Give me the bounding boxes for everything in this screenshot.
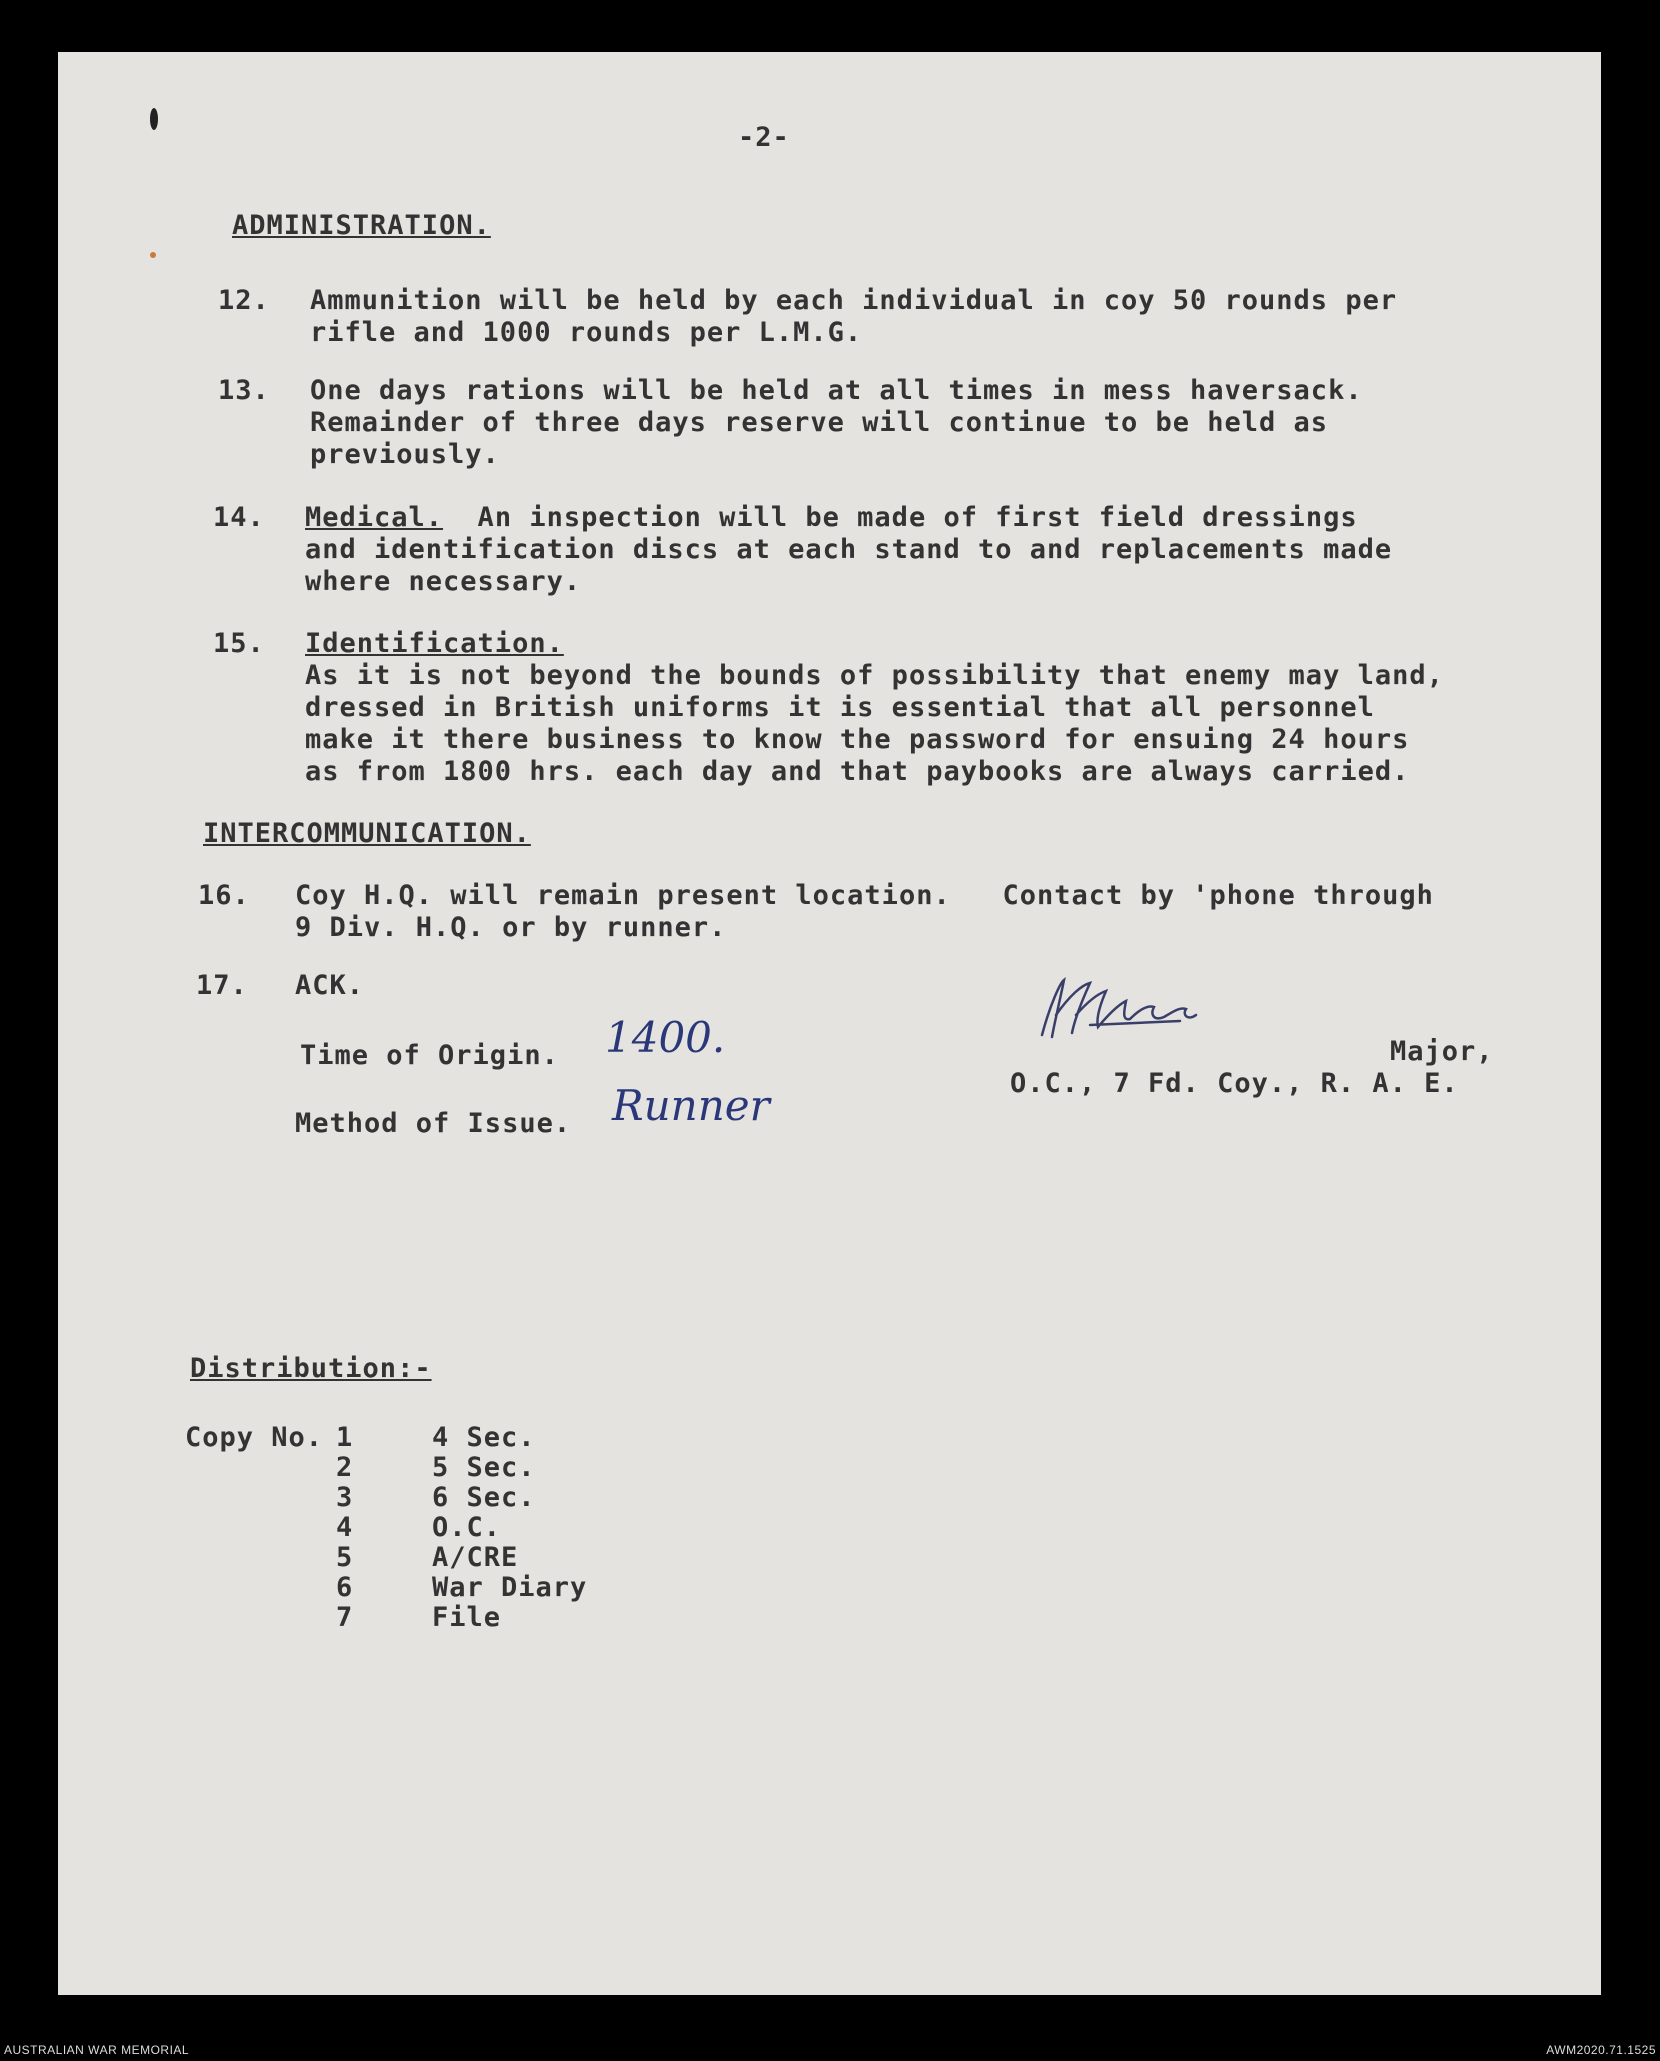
item-16-line-1: Coy H.Q. will remain present location. Contact by 'phone through — [295, 880, 1434, 911]
copy-number: 3 — [336, 1482, 354, 1513]
copy-number: 4 — [336, 1512, 354, 1543]
copy-recipient: War Diary — [432, 1572, 588, 1603]
copy-recipient: File — [432, 1602, 502, 1633]
item-12-line-2: rifle and 1000 rounds per L.M.G. — [310, 317, 863, 348]
time-of-origin-value: 1400. — [605, 1013, 726, 1062]
item-15-number: 15. — [213, 628, 265, 659]
time-of-origin-label: Time of Origin. — [300, 1040, 559, 1071]
item-15-heading: Identification. — [305, 628, 564, 659]
ink-mark — [150, 108, 158, 130]
copy-recipient: 4 Sec. — [432, 1422, 536, 1453]
item-14-heading: Medical. — [305, 502, 444, 533]
item-15-line-4: as from 1800 hrs. each day and that paybooks are always carried. — [305, 756, 1410, 787]
item-14-line-1: An inspection will be made of first field dressings — [443, 502, 1358, 533]
copy-number: 7 — [336, 1602, 354, 1633]
copy-recipient: 5 Sec. — [432, 1452, 536, 1483]
item-16-line-2: 9 Div. H.Q. or by runner. — [295, 912, 727, 943]
item-14-line-2: and identification discs at each stand to and replacements made — [305, 534, 1393, 565]
signatory-rank: Major, — [1390, 1036, 1494, 1067]
item-14-number: 14. — [213, 502, 265, 533]
item-13-line-2: Remainder of three days reserve will continue to be held as — [310, 407, 1329, 438]
item-15-line-3: make it there business to know the password for ensuing 24 hours — [305, 724, 1410, 755]
copy-number: 5 — [336, 1542, 354, 1573]
item-12-number: 12. — [218, 285, 270, 316]
administration-heading: ADMINISTRATION. — [232, 210, 491, 241]
item-15-line-1: As it is not beyond the bounds of possibility that enemy may land, — [305, 660, 1444, 691]
rust-spot — [150, 252, 156, 258]
copy-recipient: A/CRE — [432, 1542, 519, 1573]
copy-recipient: O.C. — [432, 1512, 502, 1543]
copy-number: 6 — [336, 1572, 354, 1603]
copy-no-label: Copy No. — [185, 1422, 324, 1453]
copy-recipient: 6 Sec. — [432, 1482, 536, 1513]
item-16-number: 16. — [198, 880, 250, 911]
copy-number: 1 — [336, 1422, 354, 1453]
footer-accession-number: AWM2020.71.1525 — [1546, 2043, 1656, 2057]
page-number: -2- — [738, 122, 790, 153]
item-13-line-1: One days rations will be held at all times in mess haversack. — [310, 375, 1363, 406]
distribution-heading: Distribution:- — [190, 1353, 432, 1384]
footer-credit: AUSTRALIAN WAR MEMORIAL — [4, 2043, 190, 2057]
method-of-issue-label: Method of Issue. — [295, 1108, 572, 1139]
item-17-number: 17. — [196, 970, 248, 1001]
item-12-line-1: Ammunition will be held by each individual in coy 50 rounds per — [310, 285, 1398, 316]
item-17-ack: ACK. — [295, 970, 365, 1001]
item-15-line-2: dressed in British uniforms it is essential that all personnel — [305, 692, 1375, 723]
method-of-issue-value: Runner — [612, 1081, 770, 1130]
item-14-line-3: where necessary. — [305, 566, 582, 597]
copy-number: 2 — [336, 1452, 354, 1483]
item-13-number: 13. — [218, 375, 270, 406]
item-13-line-3: previously. — [310, 439, 500, 470]
signatory-unit: O.C., 7 Fd. Coy., R. A. E. — [1010, 1068, 1459, 1099]
signature — [1030, 975, 1270, 1045]
intercommunication-heading: INTERCOMMUNICATION. — [203, 818, 531, 849]
